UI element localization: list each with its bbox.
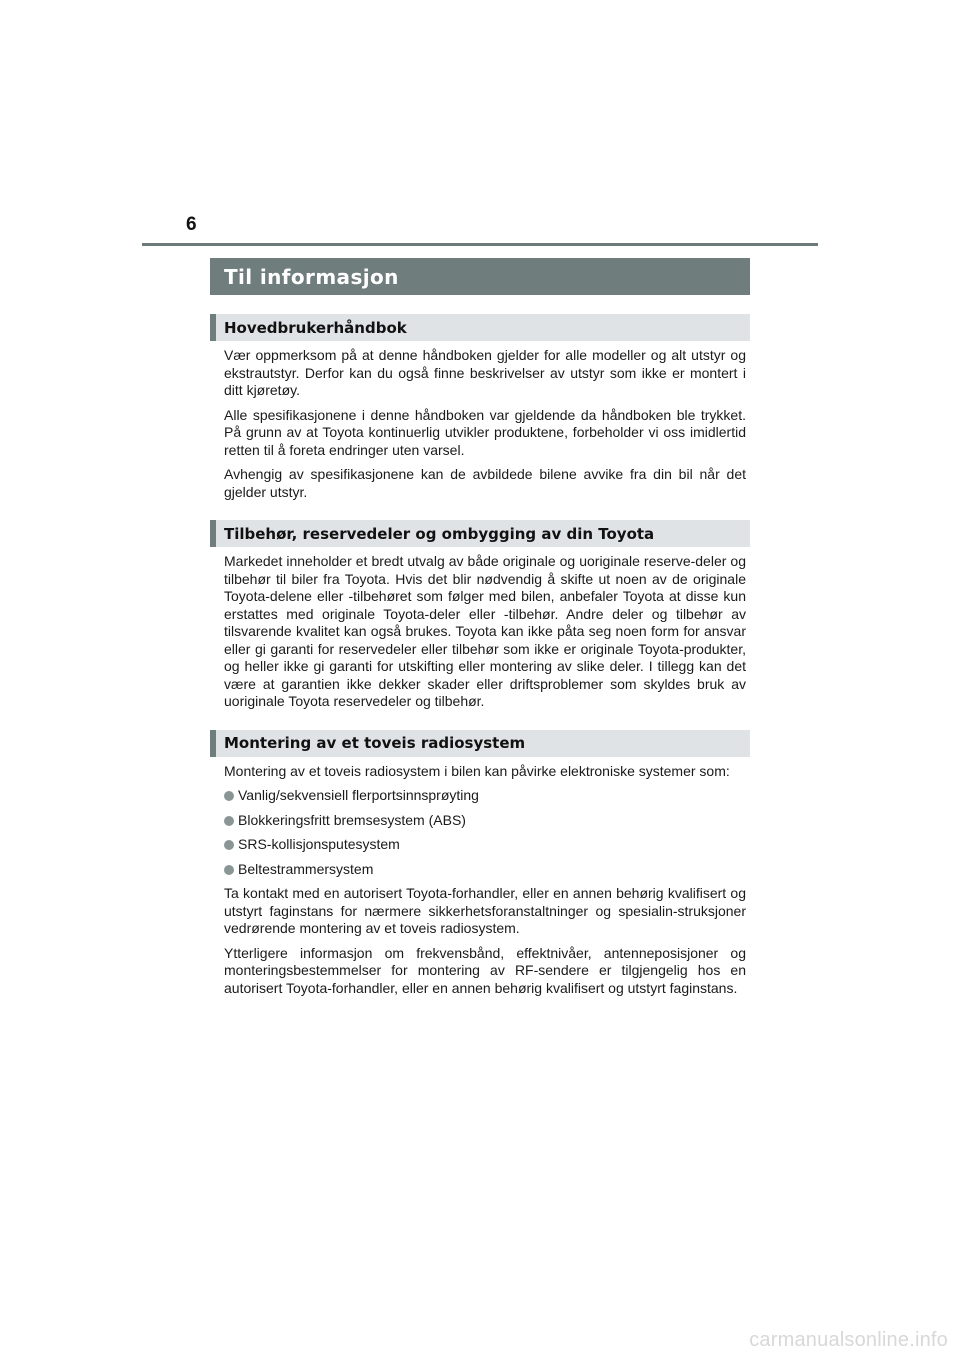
list-item-text: Beltestrammersystem [238,860,374,877]
page-title: Til informasjon [210,258,750,295]
page-content [210,258,750,1004]
section-heading: Hovedbrukerhåndbok [224,318,407,337]
list-item-text: Vanlig/sekvensiell flerportsinnsprøyting [238,787,479,803]
paragraph: Avhengig av spesifikasjonene kan de avbildede bilene avvike fra din bil når det gjelder utstyr. [224,466,746,500]
header-rule [142,243,818,246]
paragraph: Ta kontakt med en autorisert Toyota-forhandler, eller en annen behørig kvalifisert og utstyrt faginstans for nærmere sikkerhetsforanstaltninger og spesialin-struksjoner vedrørende montering av et toveis radiosystem. [224,885,746,936]
list-item-text: SRS-kollisjonsputesystem [238,836,400,852]
paragraph: Markedet inneholder et bredt utvalg av både originale og uoriginale reserve-deler og tilbehør til biler fra Toyota. Hvis det blir nødvendig å skifte ut noen av de originale Toyota-delene eller -tilbehøret som følger med bilen, anbefaler Toyota at disse kun erstattes med originale Toyota-deler eller -tilbehør. Andre deler og tilbehør av tilsvarende kvalitet kan også brukes. Toyota kan ikke påta seg noen form for ansvar eller gi garanti for reservedeler eller tilbehør som ikke er originale Toyota-produkter, og heller ikke gi garanti for utskifting eller montering av slike deler. I tillegg kan det være at garantien ikke dekker skader eller driftsproblemer som skyldes bruk av uoriginale Toyota reservedeler og tilbehør. [224,553,746,709]
page-number: 6 [186,214,197,235]
section-heading: Tilbehør, reservedeler og ombygging av din Toyota [224,524,655,543]
section-header-tilbehor [210,520,750,547]
section-body [210,757,750,998]
list-item [224,861,746,879]
paragraph: Alle spesifikasjonene i denne håndboken var gjeldende da håndboken ble trykket. På grunn av at Toyota kontinuerlig utvikler produktene, forbeholder vi oss imidlertid retten til å foreta endringer uten varsel. [224,406,746,458]
section-header-hovedbrukerhandbok [210,314,750,341]
watermark: carmanualsonline.info [749,1329,948,1351]
section-heading: Montering av et toveis radiosystem [224,734,526,752]
paragraph: Montering av et toveis radiosystem i bilen kan påvirke elektroniske systemer som: [224,762,730,779]
bullet-dot-icon [224,816,234,826]
list-item-text: Blokkeringsfritt bremsesystem (ABS) [238,811,466,828]
paragraph: Vær oppmerksom på at denne håndboken gjelder for alle modeller og alt utstyr og ekstrautstyr. Derfor kan du også finne beskrivelser av utstyr som ikke er montert i ditt kjøretøy. [224,347,746,398]
paragraph: Ytterligere informasjon om frekvensbånd, effektnivåer, antenneposisjoner og monteringsbestemmelser for montering av RF-sendere er tilgjengelig hos en autorisert Toyota-forhandler, eller en annen behørig kvalifisert og utstyrt faginstans. [224,944,746,996]
section-body [210,341,750,501]
section-body [210,547,750,711]
list-item [224,787,746,805]
bullet-dot-icon [224,791,234,801]
section-header-radiosystem [210,730,750,757]
bullet-dot-icon [224,840,234,850]
list-item [224,836,746,854]
bullet-dot-icon [224,865,234,875]
list-item [224,812,746,830]
